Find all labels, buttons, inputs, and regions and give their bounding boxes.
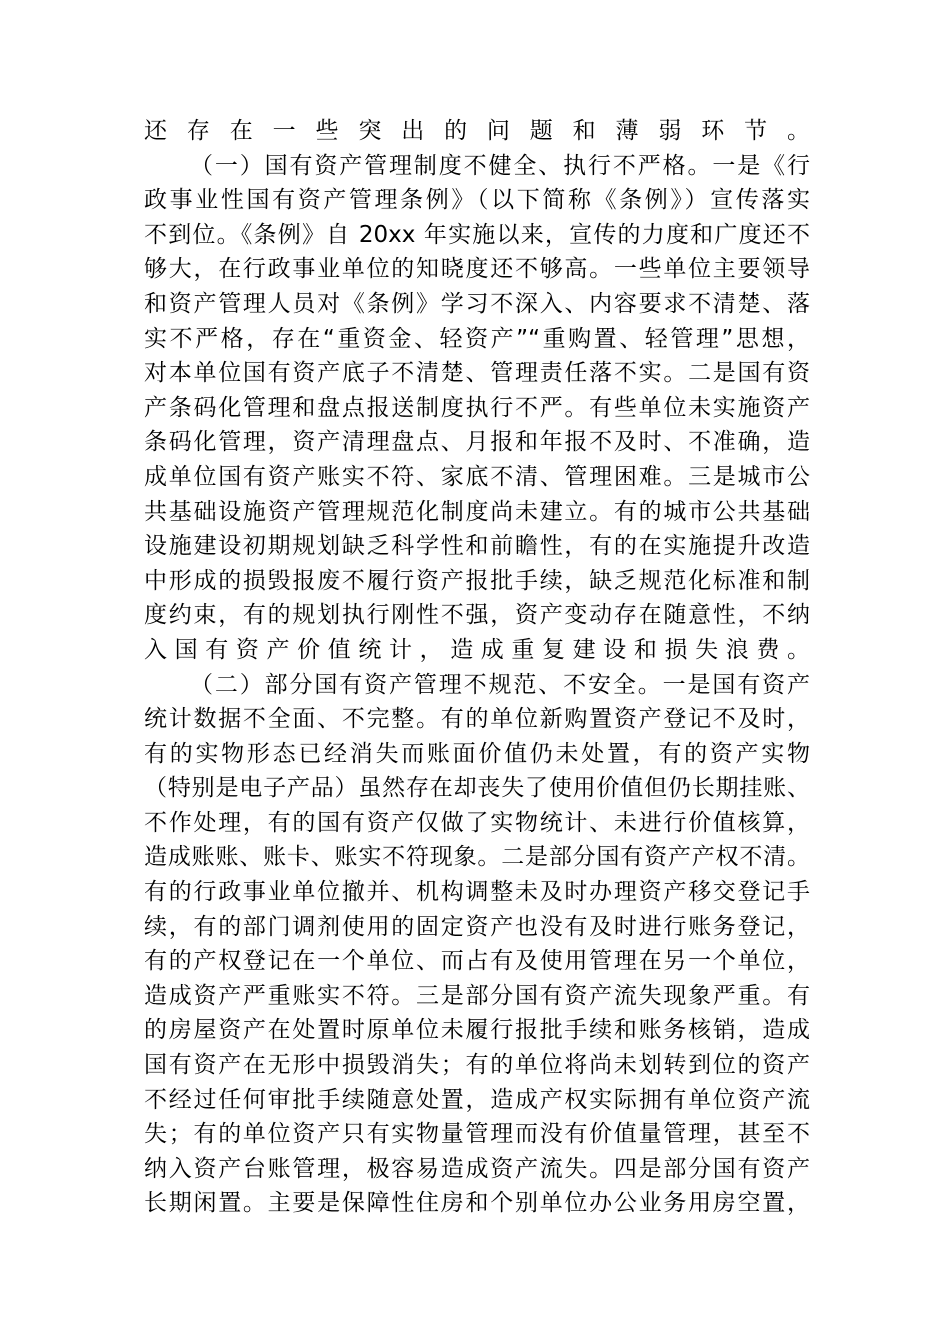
text-line: 成单位国有资产账实不符、家底不清、管理困难。三是城市公 <box>144 463 810 490</box>
text-line: 共基础设施资产管理规范化制度尚未建立。有的城市公共基础 <box>144 498 810 525</box>
text-line: 统计数据不全面、不完整。有的单位新购置资产登记不及时， <box>144 706 810 733</box>
paragraph-first-line: （二）部分国有资产管理不规范、不安全。一是国有资产 <box>190 671 810 698</box>
document-page <box>144 114 810 1221</box>
text-line: 设施建设初期规划缺乏科学性和前瞻性，有的在实施提升改造 <box>144 533 810 560</box>
text-line: 造成资产严重账实不符。三是部分国有资产流失现象严重。有 <box>144 982 810 1009</box>
text-line: 有的行政事业单位撤并、机构调整未及时办理资产移交登记手 <box>144 879 810 906</box>
text-line: 不到位。《条例》自 20xx 年实施以来，宣传的力度和广度还不 <box>144 221 810 248</box>
text-line: 失；有的单位资产只有实物量管理而没有价值量管理，甚至不 <box>144 1121 810 1148</box>
text-line: 条码化管理，资产清理盘点、月报和年报不及时、不准确，造 <box>144 429 810 456</box>
text-line: 入国有资产价值统计，造成重复建设和损失浪费。 <box>144 636 810 663</box>
text-line: 国有资产在无形中损毁消失；有的单位将尚未划转到位的资产 <box>144 1052 810 1079</box>
text-line: 度约束，有的规划执行刚性不强，资产变动存在随意性，不纳 <box>144 602 810 629</box>
text-line: 产条码化管理和盘点报送制度执行不严。有些单位未实施资产 <box>144 394 810 421</box>
text-line: 长期闲置。主要是保障性住房和个别单位办公业务用房空置， <box>144 1190 810 1217</box>
text-line: 实不严格，存在“重资金、轻资产”“重购置、轻管理”思想， <box>144 325 810 352</box>
text-line: 不经过任何审批手续随意处置，造成产权实际拥有单位资产流 <box>144 1086 810 1113</box>
text-line: 纳入资产台账管理，极容易造成资产流失。四是部分国有资产 <box>144 1155 810 1182</box>
text-line: 和资产管理人员对《条例》学习不深入、内容要求不清楚、落 <box>144 290 810 317</box>
text-line: 政事业性国有资产管理条例》（以下简称《条例》）宣传落实 <box>144 187 810 214</box>
text-line: 够大，在行政事业单位的知晓度还不够高。一些单位主要领导 <box>144 256 810 283</box>
text-line: 不作处理，有的国有资产仅做了实物统计、未进行价值核算， <box>144 809 810 836</box>
text-line: （特别是电子产品）虽然存在却丧失了使用价值但仍长期挂账、 <box>144 775 810 802</box>
paragraph-first-line: （一）国有资产管理制度不健全、执行不严格。一是《行 <box>190 152 810 179</box>
text-line: 对本单位国有资产底子不清楚、管理责任落不实。二是国有资 <box>144 360 810 387</box>
text-line: 中形成的损毁报废不履行资产报批手续，缺乏规范化标准和制 <box>144 567 810 594</box>
text-line: 续，有的部门调剂使用的固定资产也没有及时进行账务登记， <box>144 913 810 940</box>
text-line: 有的产权登记在一个单位、而占有及使用管理在另一个单位， <box>144 948 810 975</box>
text-line: 的房屋资产在处置时原单位未履行报批手续和账务核销，造成 <box>144 1017 810 1044</box>
text-line: 有的实物形态已经消失而账面价值仍未处置，有的资产实物 <box>144 740 810 767</box>
text-line: 还存在一些突出的问题和薄弱环节。 <box>144 118 810 144</box>
text-line: 造成账账、账卡、账实不符现象。二是部分国有资产产权不清。 <box>144 844 810 871</box>
